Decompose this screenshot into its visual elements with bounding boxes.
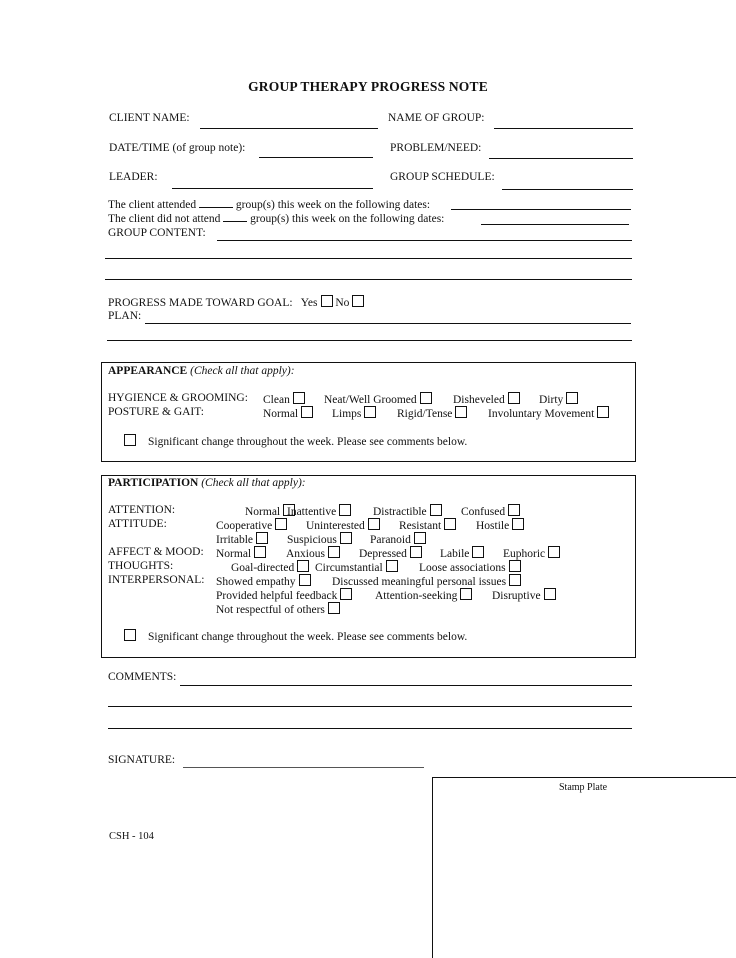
attention-option-inattentive: Inattentive: [287, 504, 351, 518]
attitude-option-resistant: Resistant: [399, 518, 456, 532]
hygiene-option-disheveled: Disheveled: [453, 392, 520, 406]
thoughts-option-loose: Loose associations: [419, 560, 521, 574]
attitude-suspicious-checkbox[interactable]: [340, 532, 352, 544]
comments-field-2[interactable]: [108, 706, 632, 707]
problem-need-field[interactable]: [489, 158, 633, 159]
affect-depressed-checkbox[interactable]: [410, 546, 422, 558]
posture-limps-checkbox[interactable]: [364, 406, 376, 418]
affect-anxious-checkbox[interactable]: [328, 546, 340, 558]
progress-label: PROGRESS MADE TOWARD GOAL:: [108, 297, 293, 309]
client-name-field[interactable]: [200, 128, 378, 129]
attention-option-distractible: Distractible: [373, 504, 442, 518]
posture-rigid-checkbox[interactable]: [455, 406, 467, 418]
thoughts-option-goal: Goal-directed: [231, 560, 309, 574]
posture-involuntary-checkbox[interactable]: [597, 406, 609, 418]
form-code: CSH - 104: [109, 831, 154, 842]
posture-option-limps: Limps: [332, 406, 376, 420]
attitude-option-irritable: Irritable: [216, 532, 268, 546]
affect-labile-checkbox[interactable]: [472, 546, 484, 558]
comments-field-3[interactable]: [108, 728, 632, 729]
attention-option-confused: Confused: [461, 504, 520, 518]
interpersonal-feedback-checkbox[interactable]: [340, 588, 352, 600]
interpersonal-option-feedback: Provided helpful feedback: [216, 588, 352, 602]
attended-post-text: group(s) this week on the following dates:: [235, 199, 431, 211]
attended-line: [108, 199, 430, 211]
hygiene-option-dirty: Dirty: [539, 392, 578, 406]
attention-distractible-checkbox[interactable]: [430, 504, 442, 516]
interpersonal-label: INTERPERSONAL:: [108, 574, 205, 586]
hygiene-disheveled-checkbox[interactable]: [508, 392, 520, 404]
progress-yes-checkbox[interactable]: [321, 295, 333, 307]
attitude-option-suspicious: Suspicious: [287, 532, 352, 546]
plan-field-1[interactable]: [145, 323, 631, 324]
posture-normal-checkbox[interactable]: [301, 406, 313, 418]
attitude-option-hostile: Hostile: [476, 518, 524, 532]
attended-count-field[interactable]: [199, 207, 233, 208]
affect-euphoric-checkbox[interactable]: [548, 546, 560, 558]
posture-option-normal: Normal: [263, 406, 313, 420]
client-name-label: CLIENT NAME:: [109, 112, 190, 124]
attitude-option-paranoid: Paranoid: [370, 532, 426, 546]
interpersonal-disruptive-checkbox[interactable]: [544, 588, 556, 600]
attended-pre-text: The client attended: [108, 199, 197, 211]
affect-normal-checkbox[interactable]: [254, 546, 266, 558]
not-attend-line: [108, 213, 444, 225]
group-content-field-3[interactable]: [105, 279, 632, 280]
hygiene-option-neat: Neat/Well Groomed: [324, 392, 432, 406]
progress-yes-label: Yes: [300, 297, 318, 309]
participation-title: PARTICIPATION: [108, 477, 199, 489]
hygiene-neat-checkbox[interactable]: [420, 392, 432, 404]
attitude-option-cooperative: Cooperative: [216, 518, 287, 532]
plan-field-2[interactable]: [107, 340, 632, 341]
thoughts-option-circumstantial: Circumstantial: [315, 560, 398, 574]
thoughts-loose-checkbox[interactable]: [509, 560, 521, 572]
date-time-label: DATE/TIME (of group note):: [109, 142, 246, 154]
progress-no-checkbox[interactable]: [352, 295, 364, 307]
interpersonal-option-discussed: Discussed meaningful personal issues: [332, 574, 521, 588]
participation-hint: (Check all that apply):: [201, 477, 306, 489]
thoughts-goal-checkbox[interactable]: [297, 560, 309, 572]
not-attend-post-text: group(s) this week on the following dates:: [250, 213, 445, 225]
interpersonal-respect-checkbox[interactable]: [328, 602, 340, 614]
posture-option-rigid: Rigid/Tense: [397, 406, 467, 420]
posture-option-involuntary: Involuntary Movement: [488, 406, 609, 420]
participation-significant-row: [124, 629, 467, 643]
attention-confused-checkbox[interactable]: [508, 504, 520, 516]
hygiene-clean-checkbox[interactable]: [293, 392, 305, 404]
group-content-field-2[interactable]: [105, 258, 632, 259]
comments-field-1[interactable]: [180, 685, 632, 686]
interpersonal-option-empathy: Showed empathy: [216, 574, 311, 588]
thoughts-circumstantial-checkbox[interactable]: [386, 560, 398, 572]
stamp-plate-box: [432, 777, 736, 958]
hygiene-dirty-checkbox[interactable]: [566, 392, 578, 404]
affect-option-normal: Normal: [216, 546, 266, 560]
hygiene-label: HYGIENCE & GROOMING:: [108, 392, 248, 404]
attitude-uninterested-checkbox[interactable]: [368, 518, 380, 530]
attitude-cooperative-checkbox[interactable]: [275, 518, 287, 530]
problem-need-label: PROBLEM/NEED:: [390, 142, 482, 154]
appearance-hint: (Check all that apply):: [190, 365, 295, 377]
plan-label: PLAN:: [108, 310, 142, 322]
date-time-field[interactable]: [259, 157, 373, 158]
not-attend-dates-field[interactable]: [481, 224, 629, 225]
affect-label: AFFECT & MOOD:: [108, 546, 204, 558]
name-of-group-field[interactable]: [494, 128, 633, 129]
participation-heading: [108, 477, 306, 489]
progress-no-label: No: [335, 297, 350, 309]
posture-label: POSTURE & GAIT:: [108, 406, 204, 418]
not-attend-pre-text: The client did not attend: [108, 213, 221, 225]
attitude-irritable-checkbox[interactable]: [256, 532, 268, 544]
interpersonal-attention-checkbox[interactable]: [460, 588, 472, 600]
leader-label: LEADER:: [109, 171, 158, 183]
signature-label: SIGNATURE:: [108, 754, 176, 766]
participation-significant-text: Significant change throughout the week. Please see comments below.: [148, 631, 468, 643]
attitude-label: ATTITUDE:: [108, 518, 167, 530]
attended-dates-field[interactable]: [451, 209, 631, 210]
appearance-significant-checkbox[interactable]: [124, 434, 136, 446]
signature-field[interactable]: [183, 767, 424, 768]
attention-option-normal: Normal: [245, 504, 295, 518]
page-title: GROUP THERAPY PROGRESS NOTE: [248, 79, 488, 94]
interpersonal-option-attention: Attention-seeking: [375, 588, 472, 602]
attitude-option-uninterested: Uninterested: [306, 518, 380, 532]
thoughts-label: THOUGHTS:: [108, 560, 174, 572]
comments-label: COMMENTS:: [108, 671, 177, 683]
participation-significant-checkbox[interactable]: [124, 629, 136, 641]
not-attend-count-field[interactable]: [223, 221, 247, 222]
interpersonal-empathy-checkbox[interactable]: [299, 574, 311, 586]
appearance-significant-text: Significant change throughout the week. Please see comments below.: [148, 436, 468, 448]
affect-option-depressed: Depressed: [359, 546, 422, 560]
group-content-field-1[interactable]: [217, 240, 632, 241]
affect-option-euphoric: Euphoric: [503, 546, 560, 560]
attitude-paranoid-checkbox[interactable]: [414, 532, 426, 544]
group-content-label: GROUP CONTENT:: [108, 227, 206, 239]
interpersonal-option-respect: Not respectful of others: [216, 602, 340, 616]
appearance-heading: [108, 365, 295, 377]
stamp-plate-label: Stamp Plate: [559, 782, 608, 793]
name-of-group-label: NAME OF GROUP:: [388, 112, 485, 124]
leader-field[interactable]: [172, 188, 373, 189]
group-schedule-field[interactable]: [502, 189, 633, 190]
group-schedule-label: GROUP SCHEDULE:: [390, 171, 495, 183]
hygiene-option-clean: Clean: [263, 392, 305, 406]
affect-option-anxious: Anxious: [286, 546, 340, 560]
interpersonal-discussed-checkbox[interactable]: [509, 574, 521, 586]
interpersonal-option-disruptive: Disruptive: [492, 588, 556, 602]
affect-option-labile: Labile: [440, 546, 484, 560]
appearance-title: APPEARANCE: [108, 365, 188, 377]
attitude-hostile-checkbox[interactable]: [512, 518, 524, 530]
progress-line: [108, 295, 364, 309]
attitude-resistant-checkbox[interactable]: [444, 518, 456, 530]
attention-inattentive-checkbox[interactable]: [339, 504, 351, 516]
attention-label: ATTENTION:: [108, 504, 176, 516]
appearance-significant-row: [124, 434, 467, 448]
